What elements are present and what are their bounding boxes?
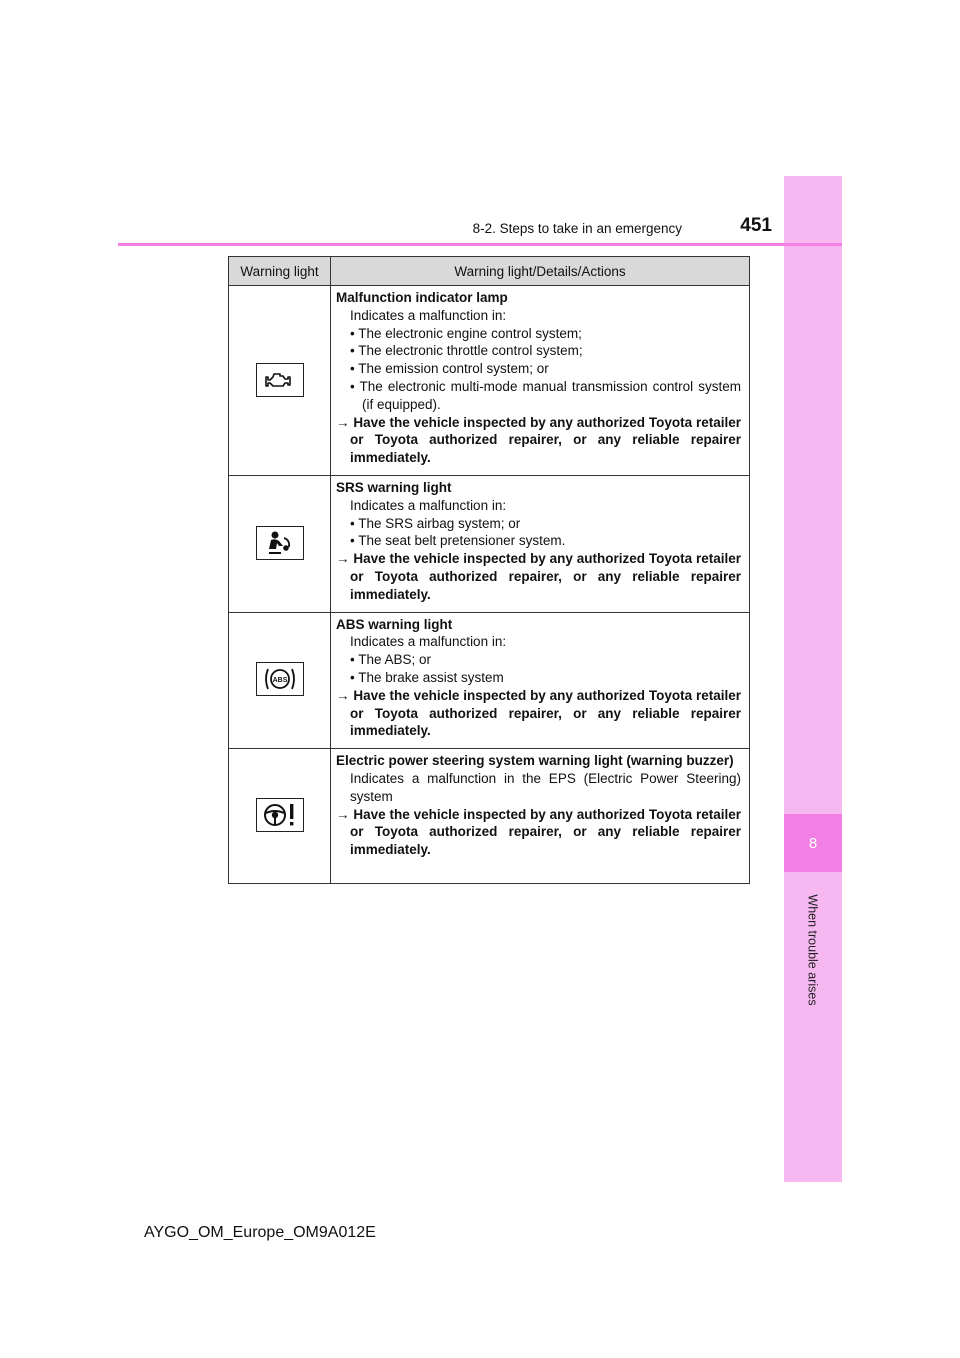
action-label: Have the vehicle inspected by any authorized Toyota retailer or Toyota authorized repairer, or any reliable repairer immediately. bbox=[350, 551, 741, 602]
action-text bbox=[336, 414, 741, 467]
arrow-icon: → bbox=[336, 806, 350, 822]
light-intro: Indicates a malfunction in the EPS (Electric Power Steering) system bbox=[350, 770, 741, 804]
list-item: • The SRS airbag system; or bbox=[350, 515, 521, 531]
page-number: 451 bbox=[740, 215, 772, 236]
action-label: Have the vehicle inspected by any authorized Toyota retailer or Toyota authorized repairer, or any reliable repairer immediately. bbox=[350, 806, 741, 858]
arrow-icon: → bbox=[336, 687, 350, 703]
list-item: • The emission control system; or bbox=[350, 361, 549, 377]
action-text bbox=[336, 687, 741, 740]
details-cell bbox=[331, 475, 750, 612]
list-item: • The brake assist system bbox=[350, 669, 504, 685]
table-row bbox=[229, 612, 750, 749]
table-row bbox=[229, 749, 750, 884]
light-title: Malfunction indicator lamp bbox=[336, 290, 508, 305]
light-intro: Indicates a malfunction in: bbox=[350, 307, 507, 323]
arrow-icon: → bbox=[336, 551, 350, 567]
light-title: SRS warning light bbox=[336, 479, 452, 495]
details-cell bbox=[331, 749, 750, 884]
light-intro: Indicates a malfunction in: bbox=[350, 497, 507, 513]
table-row bbox=[229, 475, 750, 612]
icon-cell bbox=[229, 749, 331, 884]
list-item: • The ABS; or bbox=[350, 652, 432, 668]
document-id: AYGO_OM_Europe_OM9A012E bbox=[144, 1224, 376, 1241]
light-title: ABS warning light bbox=[336, 616, 453, 632]
chapter-number: 8 bbox=[808, 834, 818, 852]
icon-cell bbox=[229, 475, 331, 612]
chapter-label: When trouble arises bbox=[806, 894, 821, 1006]
light-intro: Indicates a malfunction in: bbox=[350, 634, 507, 650]
engine-icon bbox=[256, 363, 304, 397]
details-cell bbox=[331, 286, 750, 476]
action-text bbox=[336, 806, 741, 859]
section-title: 8-2. Steps to take in an emergency bbox=[472, 221, 682, 236]
action-text bbox=[336, 550, 741, 603]
airbag-icon bbox=[256, 526, 304, 560]
header-details-actions: Warning light/Details/Actions bbox=[331, 257, 750, 286]
list-item: • The electronic multi-mode manual transmission control system (if equipped). bbox=[350, 378, 741, 412]
header-warning-light: Warning light bbox=[229, 257, 331, 286]
list-item: • The seat belt pretensioner system. bbox=[350, 533, 566, 549]
chapter-side-tab bbox=[784, 176, 842, 1182]
list-item: • The electronic throttle control system; bbox=[350, 343, 583, 359]
header-rule bbox=[118, 243, 842, 246]
arrow-icon: → bbox=[336, 414, 350, 430]
chapter-number-tab[interactable] bbox=[784, 814, 842, 872]
details-cell bbox=[331, 612, 750, 749]
abs-icon-text: ABS bbox=[272, 677, 287, 685]
icon-cell bbox=[229, 286, 331, 476]
action-label: Have the vehicle inspected by any authorized Toyota retailer or Toyota authorized repairer, or any reliable repairer immediately. bbox=[350, 687, 741, 739]
warning-light-table bbox=[228, 256, 750, 884]
action-label: Have the vehicle inspected by any authorized Toyota retailer or Toyota authorized repairer, or any reliable repairer immediately. bbox=[350, 414, 741, 466]
abs-icon bbox=[256, 662, 304, 696]
icon-cell bbox=[229, 612, 331, 749]
light-title: Electric power steering system warning light (warning buzzer) bbox=[336, 753, 734, 769]
steering-warning-icon bbox=[256, 798, 304, 832]
list-item: • The electronic engine control system; bbox=[350, 325, 582, 341]
chapter-label-container bbox=[802, 885, 824, 1015]
table-header-row bbox=[229, 257, 750, 286]
table-row bbox=[229, 286, 750, 476]
